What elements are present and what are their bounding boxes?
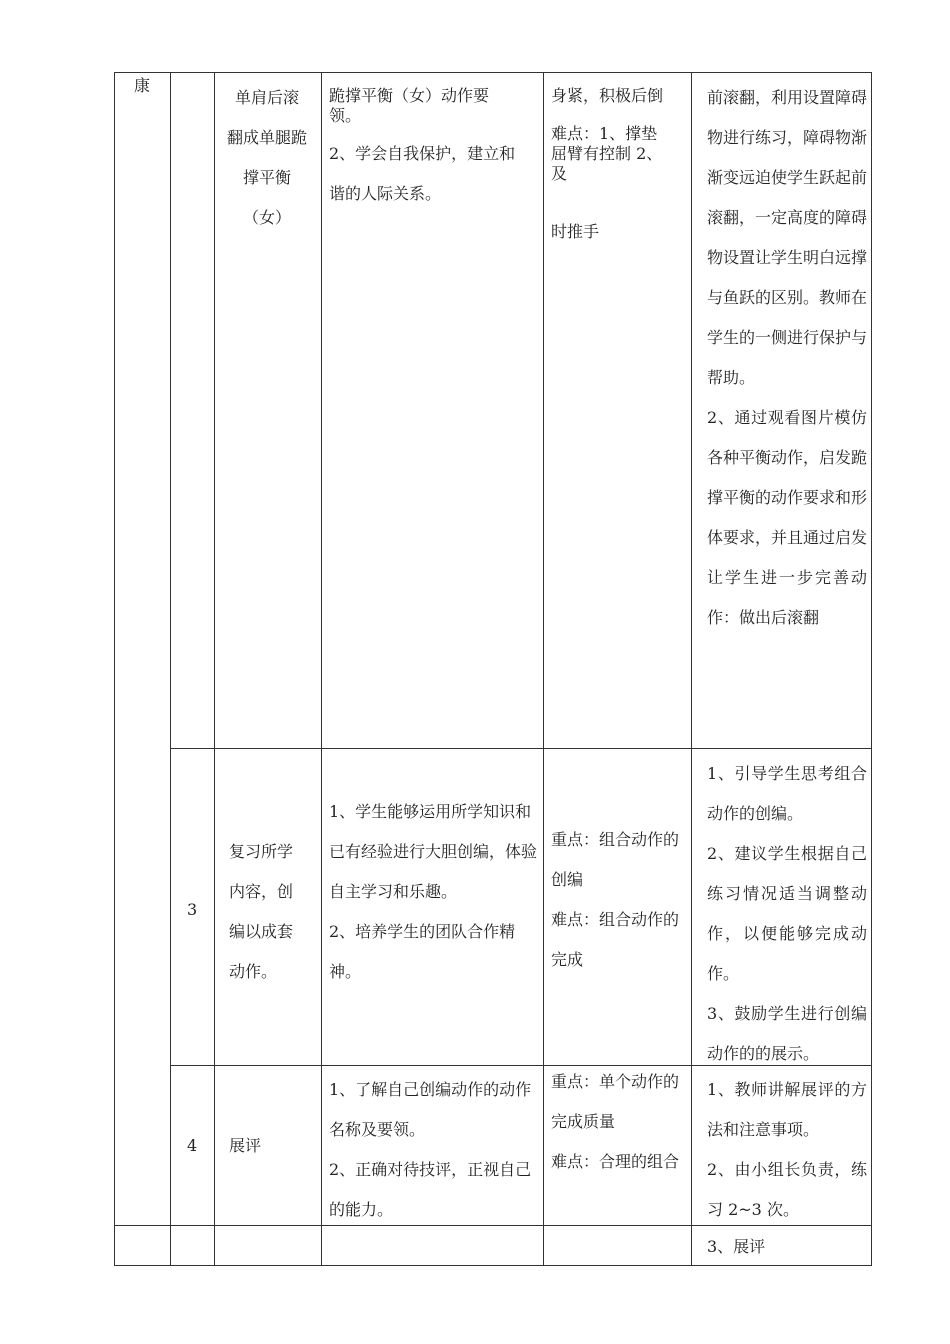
- lesson-content: 单肩后滚 翻成单腿跪 撑平衡 （女）: [226, 88, 307, 227]
- teaching-methods: 1、引导学生思考组合动作的创编。 2、建议学生根据自己练习情况适当调整动作，以便能够完成动作。 3、鼓励学生进行创编动作的的展示。: [707, 764, 867, 1063]
- teaching-methods: 前滚翻，利用设置障碍物进行练习，障碍物渐渐变远迫使学生跃起前滚翻，一定高度的障碍物设置让学生明白远撑与鱼跃的区别。教师在学生的一侧进行保护与帮助。 2、通过观看图片模仿各种平衡动作，启发跪撑平衡的动作要求和形体要求，并且通过启发让学生进一步完善动作：做出后滚翻: [707, 88, 868, 627]
- teaching-methods: 3、展评: [707, 1237, 766, 1256]
- table-border: [214, 72, 215, 1266]
- subject-fragment: 康: [134, 76, 151, 95]
- table-border: [321, 72, 322, 1266]
- lesson-content: 展评: [229, 1136, 262, 1155]
- key-points: 难点：1、撑垫 屈臂有控制 2、 及: [551, 124, 663, 183]
- table-border: [114, 72, 872, 73]
- lesson-objective: 2、学会自我保护，建立和 谐的人际关系。: [329, 144, 516, 203]
- table-border: [114, 72, 115, 1266]
- table-border: [170, 748, 872, 749]
- table-border: [170, 72, 171, 1266]
- lesson-content: 复习所学 内容，创 编以成套 动作。: [229, 842, 294, 981]
- table-border: [871, 72, 872, 1266]
- key-points: 时推手: [551, 222, 600, 241]
- teaching-methods: 1、教师讲解展评的方法和注意事项。 2、由小组长负责，练习 2~3 次。: [707, 1080, 867, 1219]
- section-number: 4: [187, 1136, 198, 1155]
- section-number: 3: [187, 900, 198, 919]
- table-border: [543, 72, 544, 1266]
- lesson-objective: 跪撑平衡（女）动作要 领。: [329, 86, 490, 125]
- lesson-objective: 1、了解自己创编动作的动作名称及要领。 2、正确对待技评，正视自己的能力。: [329, 1080, 532, 1219]
- table-border: [691, 72, 692, 1266]
- key-points: 重点：单个动作的完成质量 难点：合理的组合: [551, 1072, 680, 1171]
- key-points: 重点：组合动作的创编 难点：组合动作的完成: [551, 830, 680, 969]
- lesson-objective: 1、学生能够运用所学知识和已有经验进行大胆创编，体验自主学习和乐趣。 2、培养学生的团队合作精神。: [329, 802, 538, 981]
- key-points: 身紧，积极后倒: [551, 86, 664, 105]
